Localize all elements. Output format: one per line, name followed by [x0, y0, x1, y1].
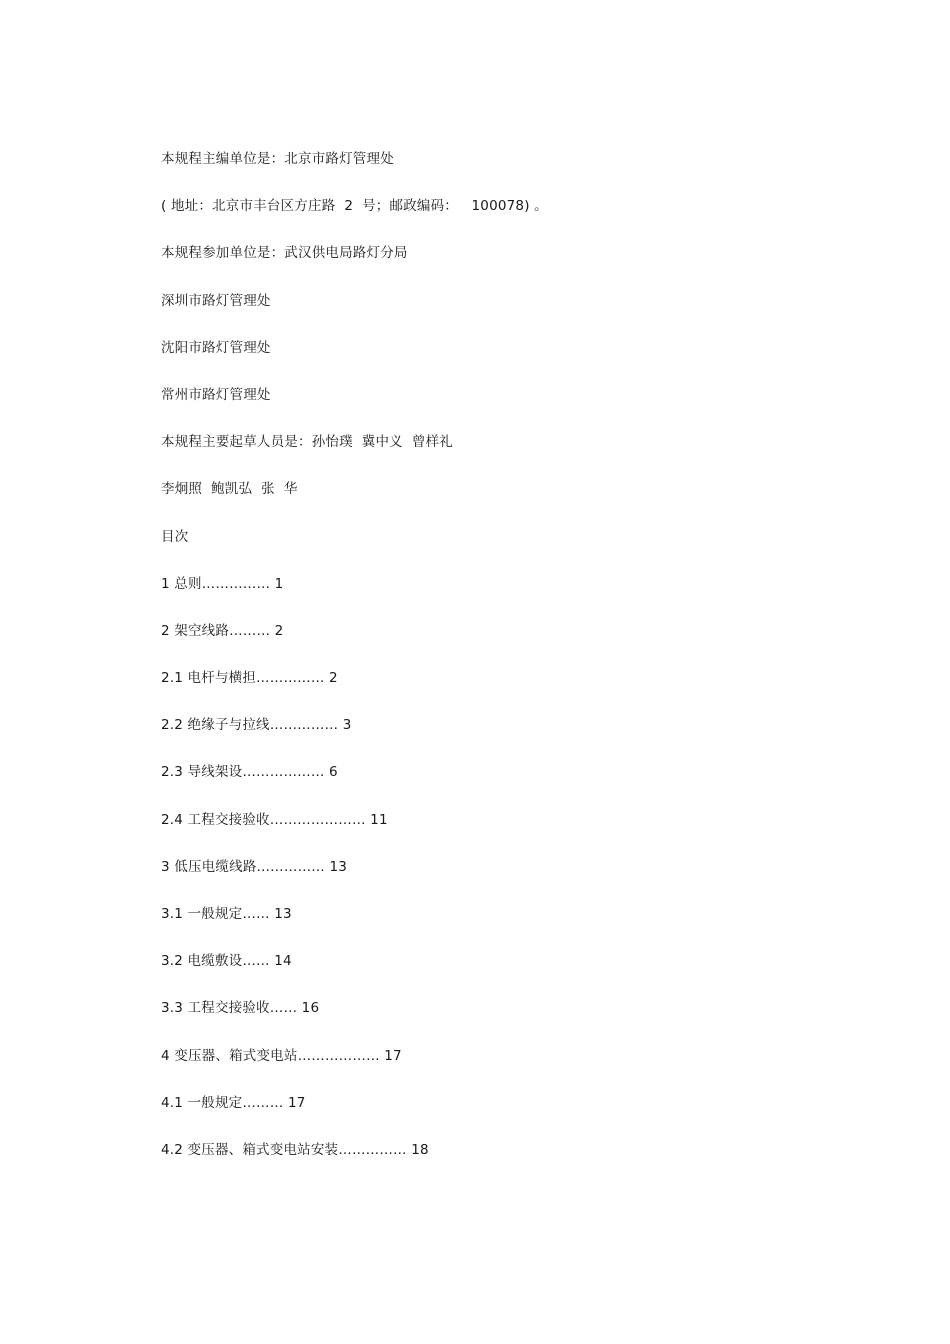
participating-unit-changzhou: 常州市路灯管理处 [161, 386, 271, 403]
toc-entry[interactable]: 1 总则…………… 1 [161, 575, 284, 592]
toc-entry[interactable]: 2.1 电杆与横担…………… 2 [161, 670, 338, 687]
address-postcode: ( 地址：北京市丰台区方庄路 2 号；邮政编码： 100078) 。 [161, 198, 548, 215]
main-drafters: 本规程主要起草人员是：孙怡璞 冀中义 曾样礼 [161, 434, 453, 451]
toc-entry[interactable]: 3.2 电缆敷设…… 14 [161, 953, 292, 970]
document-body [161, 148, 861, 1186]
toc-heading: 目次 [161, 528, 189, 545]
participating-unit: 本规程参加单位是：武汉供电局路灯分局 [161, 245, 408, 262]
toc-entry[interactable]: 3 低压电缆线路…………… 13 [161, 858, 348, 875]
toc-entry[interactable]: 4 变压器、箱式变电站……………… 17 [161, 1047, 402, 1064]
toc-entry[interactable]: 3.1 一般规定…… 13 [161, 906, 292, 922]
participating-unit-shenzhen: 深圳市路灯管理处 [161, 292, 271, 309]
toc-entry[interactable]: 2.2 绝缘子与拉线…………… 3 [161, 717, 352, 734]
toc-entry[interactable]: 3.3 工程交接验收…… 16 [161, 1000, 320, 1017]
toc-entry[interactable]: 4.2 变压器、箱式变电站安装…………… 18 [161, 1141, 429, 1158]
toc-entry[interactable]: 4.1 一般规定……… 17 [161, 1094, 306, 1111]
main-drafters-continued: 李炯照 鲍凯弘 张 华 [161, 481, 298, 498]
participating-unit-shenyang: 沈阳市路灯管理处 [161, 339, 271, 356]
toc-entry[interactable]: 2.4 工程交接验收………………… 11 [161, 811, 388, 828]
chief-editor-unit: 本规程主编单位是：北京市路灯管理处 [161, 151, 394, 167]
toc-entry[interactable]: 2.3 导线架设……………… 6 [161, 764, 338, 781]
toc-entry[interactable]: 2 架空线路……… 2 [161, 622, 284, 639]
